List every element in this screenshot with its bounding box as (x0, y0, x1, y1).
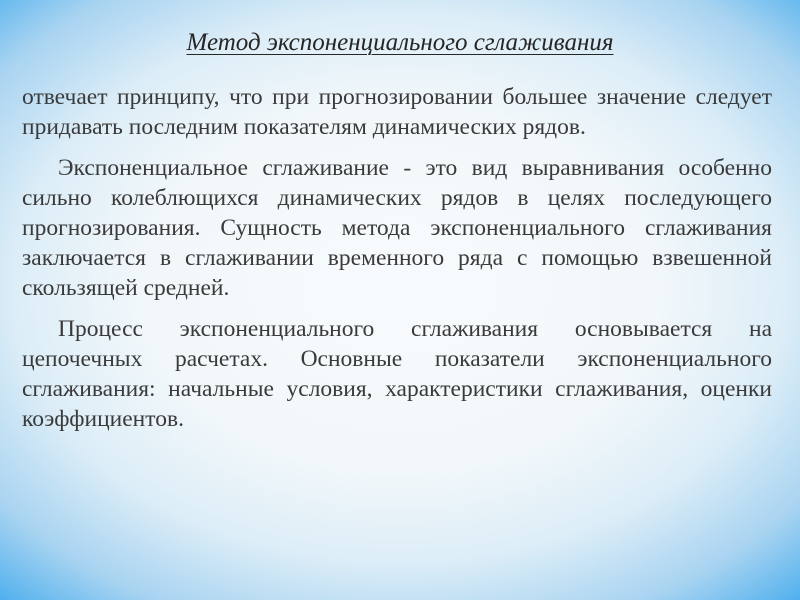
paragraph-smoothing-description: Экспоненциальное сглаживание - это вид выравнивания особенно сильно колеблющихся динамических рядов в целях последующего прогнозирования. Сущность метода экспоненциального сглаживания заключается в сглаживании временного ряда с помощью взвешенной скользящей средней. (22, 155, 772, 301)
slide-title: Метод экспоненциального сглаживания (186, 29, 614, 56)
paragraph-process: Процесс экспоненциального сглаживания основывается на цепочечных расчетах. Основные показатели экспоненциального сглаживания: начальные условия, характеристики сглаживания, оценки коэффициентов. (22, 316, 772, 432)
paragraph-definition: отвечает принципу, что при прогнозировании большее значение следует придавать последним показателям динамических рядов. (22, 84, 772, 140)
slide-body (22, 82, 772, 445)
